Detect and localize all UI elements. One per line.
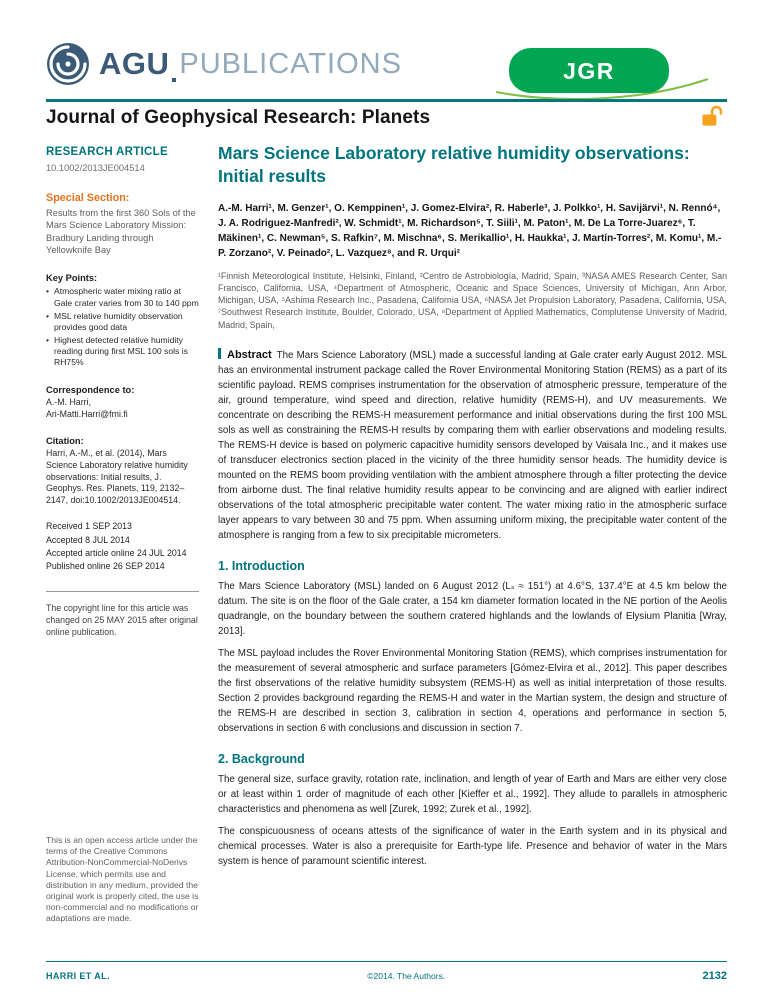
citation-text: Harri, A.-M., et al. (2014), Mars Science Laboratory relative humidity observations: Initial results, J. Geophys. Res. Planets, 119, 2132–2147, doi:10.1002/2013JE004514. <box>46 448 188 505</box>
journal-title: Journal of Geophysical Research: Planets <box>46 107 431 128</box>
sidebar <box>46 146 199 639</box>
key-point-item: • Atmospheric water mixing ratio at Gale crater varies from 30 to 140 ppm <box>46 286 199 308</box>
abstract-text: The Mars Science Laboratory (MSL) made a successful landing at Gale crater early August 2012. MSL has an environmental instrument package called the Rover Environmental Monitoring Station (REMS) as a part of its scientific payload. REMS comprises instrumentation for the observation of atmospheric pressure, temperature of the air, ground temperature, wind speed and direction, relative humidity (REMS-H), and UV measurements. We concentrate on describing the REMS-H measurement performance and initial observations during the first 100 MSL sols as well as constraining the REMS-H results by comparing them with earlier observations and modeling results. The REMS-H device is based on polymeric capacitive humidity sensors developed by Vaisala Inc., and it makes use of transducer electronics section placed in the vicinity of the three humidity sensor heads. The humidity device is mounted on the REMS boom providing ventilation with the ambient atmosphere through a filter protecting the device from airborne dust. The final relative humidity results appear to be convincing and are aligned with earlier indirect observations of the total atmospheric precipitable water content. The water mixing ratio in the atmospheric surface layer appears to vary between 30 and 75 ppm. When assuming uniform mixing, the precipitable water content of the atmosphere is ranging from a few to six precipitable micrometers. <box>218 350 727 541</box>
article-body <box>218 142 727 870</box>
publications-wordmark: PUBLICATIONS <box>179 47 402 80</box>
special-section-text: Results from the first 360 Sols of the Mars Science Laboratory Mission: Bradbury Landing through Yellowknife Bay <box>46 208 196 256</box>
page-footer <box>46 961 727 982</box>
masthead-rule <box>46 99 727 102</box>
open-access-lock-icon <box>701 104 726 128</box>
license-note: This is an open access article under the terms of the Creative Commons Attribution-NonCommercial-NoDerivs License, which permits use and distribution in any medium, provided the original work is properly cited, the use is non-commercial and no modifications or adaptations are made. <box>46 835 199 924</box>
doi: 10.1002/2013JE004514 <box>46 163 145 173</box>
key-points-label: Key Points: <box>46 273 98 284</box>
copyright-change-note: The copyright line for this article was changed on 25 MAY 2015 after original online publication. <box>46 603 198 637</box>
paragraph: The Mars Science Laboratory (MSL) landed on 6 August 2012 (Lₛ ≈ 151°) at 4.6°S, 137.4°E at 4.5 km below the datum. The site is on the floor of the Gale crater, a 154 km diameter formation located in the NE portion of the Aeolis quadrangle, on the boundary between the southern cratered highlands and the lowlands of Elysium Planitia [Wray, 2013]. <box>218 580 727 637</box>
article-type-label: RESEARCH ARTICLE <box>46 146 168 158</box>
key-points-list <box>46 286 199 368</box>
page-number: 2132 <box>702 970 727 982</box>
sidebar-divider <box>46 591 199 592</box>
history-accepted-online: Accepted article online 24 JUL 2014 <box>46 547 187 558</box>
section-heading-introduction: 1. Introduction <box>218 558 305 573</box>
jgr-badge <box>494 46 710 104</box>
running-head: HARRI ET AL. <box>46 971 110 981</box>
agu-globe-icon <box>46 42 90 86</box>
history-published-online: Published online 26 SEP 2014 <box>46 561 165 571</box>
affiliations: ¹Finnish Meteorological Institute, Helsinki, Finland, ²Centro de Astrobiología, Madrid, Spain, ³NASA AMES Research Center, San Francisco, California, USA, ⁴Department of Atmospheric, Oceanic and Space Sciences, University of Michigan, Ann Arbor, Michigan, USA, ⁵Ashima Research Inc., Pasadena, California USA, ⁶NASA Jet Propulsion Laboratory, Pasadena, California, USA, ⁷Southwest Research Institute, Boulder, Colorado, USA, ⁸Department of Applied Mathematics, Complutense University of Madrid, Madrid, Spain, <box>218 270 727 330</box>
paragraph: The general size, surface gravity, rotation rate, inclination, and length of year of Earth and Mars are either very close or at least within 1 order of magnitude of each other [Kieffer et al., 1992]. They allude to parallels in atmospheric characteristics and phenomena as well [Zurek, 1992; Zurek et al., 1992]. <box>218 773 727 815</box>
article-history <box>46 520 199 573</box>
correspondence-label: Correspondence to: <box>46 384 135 395</box>
section-heading-background: 2. Background <box>218 751 305 766</box>
history-received: Received 1 SEP 2013 <box>46 521 132 532</box>
agu-wordmark: AGU <box>99 46 170 81</box>
footer-copyright: ©2014. The Authors. <box>367 971 446 981</box>
paragraph: The conspicuousness of oceans attests of the significance of water in the Earth system and in its physical and chemical processes. Water is also a prerequisite for Earth-type life. Presence and behavior of water in the Mars system is hence of paramount scientific interest. <box>218 825 727 867</box>
article-title: Mars Science Laboratory relative humidity observations: Initial results <box>218 143 690 186</box>
brand-separator-dot <box>172 78 176 82</box>
abstract-accent-bar <box>218 348 221 359</box>
paragraph: The MSL payload includes the Rover Environmental Monitoring Station (REMS), which comprises instrumentation for the measurement of several atmospheric and surface parameters [Gómez-Elvira et al., 2012]. This paper describes the first observations of the relative humidity subsystem (REMS-H) as well as initial interpretation of those results. Section 2 provides background regarding the REMS-H and water in the Martian system, the design and structure of the REMS-H are described in section 3, calibration in section 4, operations and performance in section 5, observations in section 6 with conclusions and discussion in section 7. <box>218 647 727 734</box>
correspondence-name: A.-M. Harri, <box>46 396 91 407</box>
jgr-badge-label: JGR <box>563 58 615 84</box>
abstract <box>218 347 727 544</box>
key-point-item: • MSL relative humidity observation provides good data <box>46 311 199 333</box>
agu-publications-logo <box>46 42 402 86</box>
author-list: A.-M. Harri¹, M. Genzer¹, O. Kemppinen¹, J. Gomez-Elvira², R. Haberle³, J. Polkko¹, H. Savijärvi¹, N. Rennó⁴, J. A. Rodriguez-Manfredi², W. Schmidt¹, M. Richardson⁵, T. Siili¹, M. Paton¹, M. De La Torre-Juarez⁶, T. Mäkinen¹, C. Newman⁵, S. Rafkin⁷, M. Mischna⁶, S. Merikallio¹, H. Haukka¹, J. Martín-Torres², M. Komu¹, M.-P. Zorzano², V. Peinado², L. Vazquez⁸, and R. Urqui² <box>218 202 722 259</box>
special-section-label: Special Section: <box>46 192 130 204</box>
history-accepted: Accepted 8 JUL 2014 <box>46 534 130 545</box>
key-point-item: • Highest detected relative humidity reading during first MSL 100 sols is RH75% <box>46 335 199 369</box>
citation-label: Citation: <box>46 436 84 447</box>
correspondence-email-link[interactable]: Ari-Matti.Harri@fmi.fi <box>46 408 128 419</box>
abstract-label: Abstract <box>227 349 272 362</box>
